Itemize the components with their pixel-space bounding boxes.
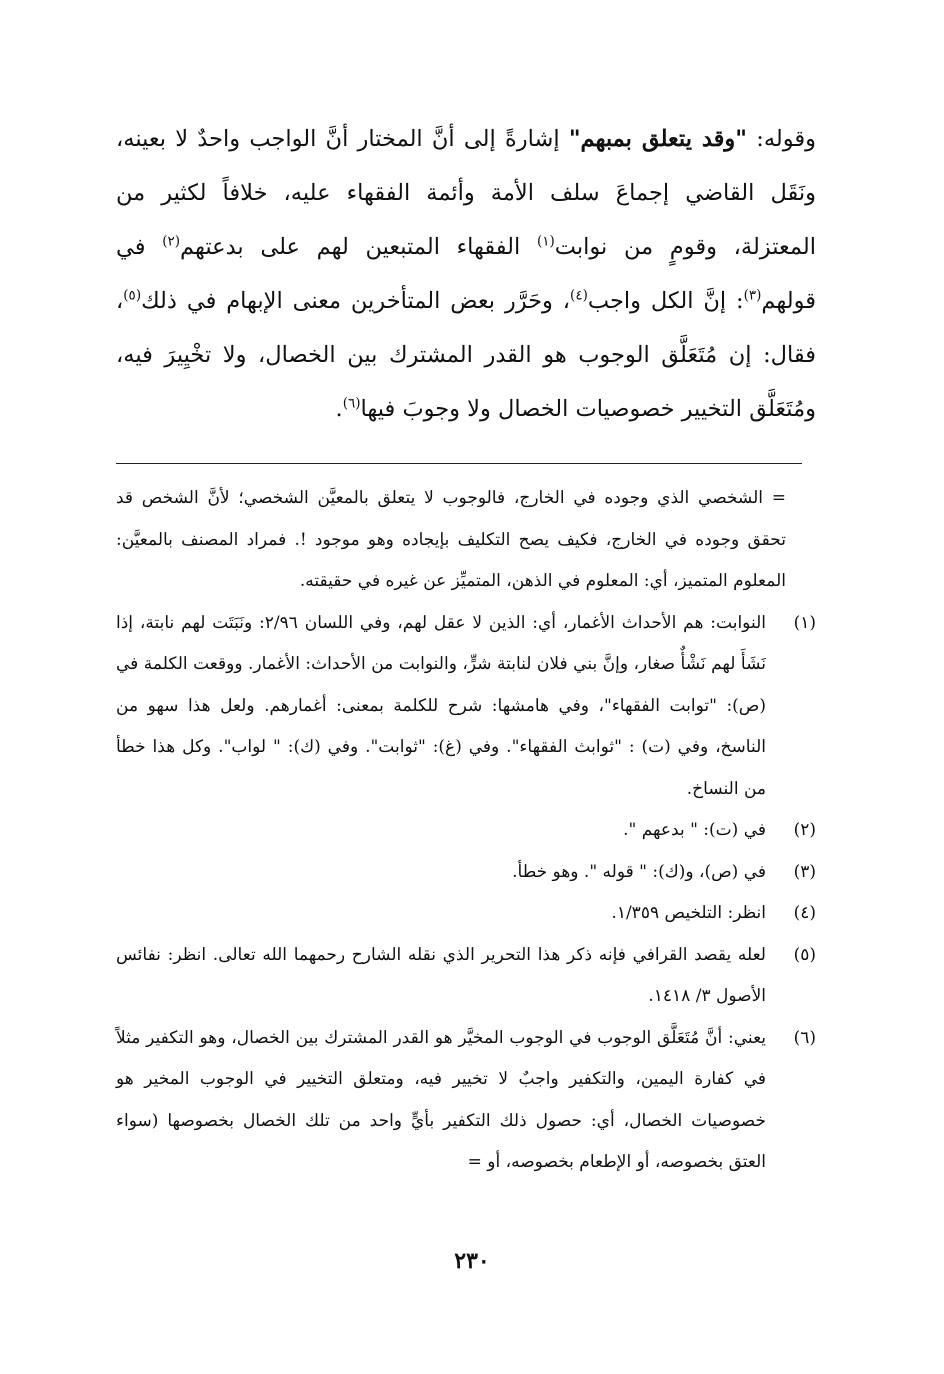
footnote-text: في (ص)، و(ك): " قوله ". وهو خطأ. — [512, 861, 766, 882]
footnote-ref-3: (٣) — [743, 287, 762, 304]
footnote-ref-1: (١) — [536, 233, 555, 250]
footnote-text: في (ت): " بدعهم ". — [623, 820, 766, 840]
footnote-3 — [116, 852, 816, 894]
footnote-text: يعني: أنَّ مُتَعَلَّق الوجوب في الوجوب المخيَّر هو القدر المشترك بين الخصال، وهو التكفير مثلاً في كفارة اليمين، والتكفير واجبٌ لا تخيير فيه، ومتعلق التخيير في الوجوب المخير هو خصوصيات الخصال، أي: حصول ذلك التكفير بأيٍّ واحد من تلك الخصال بخصوصها (سواء العتق بخصوصه، أو الإطعام بخصوصه، أو = — [116, 1027, 766, 1172]
footnote-ref-5: (٥) — [123, 287, 142, 304]
footnote-separator — [116, 463, 802, 464]
footnote-number: (١) — [793, 612, 816, 633]
text-segment-4: : إنَّ الكل واجب — [587, 288, 744, 314]
footnote-1 — [116, 603, 816, 811]
text-segment-3: في قولهم — [116, 234, 816, 314]
footnotes-section — [116, 478, 816, 1184]
footnote-ref-6: (٦) — [342, 395, 361, 412]
footnote-ref-2: (٢) — [162, 233, 181, 250]
footnote-5 — [116, 935, 816, 1018]
footnote-4 — [116, 893, 816, 935]
footnote-number: (٣) — [793, 861, 816, 882]
footnote-number: (٥) — [793, 944, 816, 965]
footnote-text: لعله يقصد القرافي فإنه ذكر هذا التحرير الذي نقله الشارح رحمهما الله تعالى. انظر: نفائس الأصول ٣/ ١٤١٨. — [116, 944, 766, 1006]
footnote-text: النوابت: هم الأحداث الأغمار، أي: الذين لا عقل لهم، وفي اللسان ٢/٩٦: ونَبَتَت لهم نابتة، إذا نَشَأَ لهم نَشْأٌ صغار، وإنَّ بني فلان لنابتة شرٍّ، والنوابت من الأحداث: الأغمار. ووقعت الكلمة في (ص): "توابت الفقهاء"، وفي هامشها: شرح للكلمة بمعنى: أغمارهم. ولعل هذا سهو من الناسخ، وفي (ت) : "ثوابث الفقهاء". وفي (غ): "ثوابت". وفي (ك): " لواب". وكل هذا خطأ من النساخ. — [116, 612, 766, 799]
footnote-ref-4: (٤) — [570, 287, 588, 304]
footnote-number: (٦) — [793, 1027, 816, 1048]
footnote-continuation: = الشخصي الذي وجوده في الخارج، فالوجوب لا يتعلق بالمعيَّن الشخصي؛ لأنَّ الشخص قد تحقق وجوده في الخارج، فكيف يصح التكليف بإيجاده وهو موجود !. فمراد المصنف بالمعيَّن: المعلوم المتميز، أي: المعلوم في الذهن، المتميِّز عن غيره في حقيقته. — [116, 488, 786, 591]
text-segment-1: إشارةً إلى أنَّ المختار أنَّ الواجب واحدٌ لا بعينه، ونَقَل القاضي إجماعَ سلف الأمة وأئمة الفقهاء عليه، خلافاً لكثير من المعتزلة، وقومٍ من نوابت — [116, 126, 816, 260]
text-segment-7: . — [335, 396, 343, 422]
footnote-text: انظر: التلخيص ١/٣٥٩. — [611, 903, 766, 923]
text-segment-2: الفقهاء المتبعين لهم على بدعتهم — [180, 234, 537, 260]
footnote-number: (٤) — [793, 903, 816, 923]
quoted-phrase: "وقد يتعلق بمبهم" — [568, 126, 748, 152]
text-segment-6: ، فقال: إن مُتَعَلَّق الوجوب هو القدر المشترك بين الخصال، ولا تخْيِيرَ فيه، ومُتَعَلَّق التخيير خصوصيات الخصال ولا وجوبَ فيها — [116, 288, 816, 422]
footnote-number: (٢) — [793, 820, 816, 840]
footnote-2 — [116, 810, 816, 852]
footnote-6 — [116, 1018, 816, 1184]
page-number: ٢٣٠ — [454, 1248, 490, 1274]
main-paragraph — [116, 112, 816, 436]
text-segment-5: ، وحَرَّر بعض المتأخرين معنى الإبهام في ذلك — [141, 288, 571, 314]
intro-text: وقوله: — [747, 126, 816, 152]
main-body — [116, 112, 816, 436]
